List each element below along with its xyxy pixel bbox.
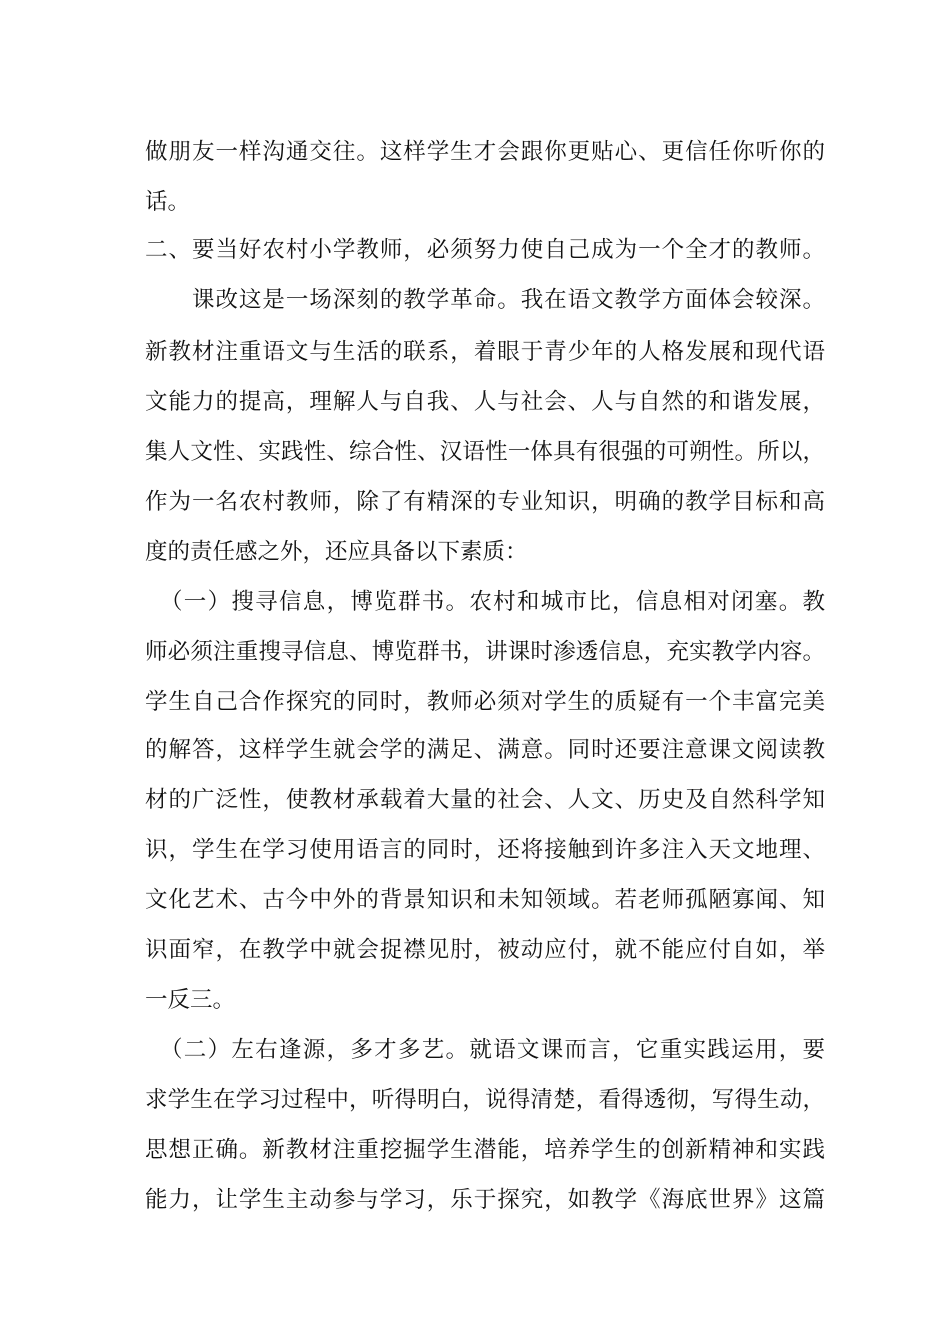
text-line: 师必须注重搜寻信息、博览群书，讲课时渗透信息，充实教学内容。 — [145, 639, 825, 665]
text-line: 新教材注重语文与生活的联系，着眼于青少年的人格发展和现代语 — [145, 339, 825, 365]
text-line: 识，学生在学习使用语言的同时，还将接触到许多注入天文地理、 — [145, 837, 825, 863]
text-line: 做朋友一样沟通交往。这样学生才会跟你更贴心、更信任你听你的 — [145, 139, 825, 165]
text-line: 思想正确。新教材注重挖掘学生潜能，培养学生的创新精神和实践 — [145, 1137, 825, 1163]
text-line: 求学生在学习过程中，听得明白，说得清楚，看得透彻，写得生动， — [145, 1087, 825, 1113]
text-line: 材的广泛性，使教材承载着大量的社会、人文、历史及自然科学知 — [145, 787, 825, 813]
text-line: 集人文性、实践性、综合性、汉语性一体具有很强的可朔性。所以， — [145, 439, 825, 465]
text-line: 文化艺术、古今中外的背景知识和未知领域。若老师孤陋寡闻、知 — [145, 887, 825, 913]
text-line: 的解答，这样学生就会学的满足、满意。同时还要注意课文阅读教 — [145, 737, 825, 763]
text-line: 文能力的提高，理解人与自我、人与社会、人与自然的和谐发展， — [145, 389, 825, 415]
text-line: 度的责任感之外，还应具备以下素质： — [145, 539, 528, 565]
subsection-heading: （二）左右逢源，多才多艺。就语文课而言，它重实践运用，要 — [160, 1037, 825, 1063]
text-line: 学生自己合作探究的同时，教师必须对学生的质疑有一个丰富完美 — [145, 689, 825, 715]
section-heading: 二、要当好农村小学教师，必须努力使自己成为一个全才的教师。 — [145, 237, 825, 263]
text-line: 一反三。 — [145, 987, 236, 1013]
text-line: 话。 — [145, 189, 191, 215]
text-line: 能力，让学生主动参与学习，乐于探究，如教学《海底世界》这篇 — [145, 1187, 825, 1213]
text-line: 课改这是一场深刻的教学革命。我在语文教学方面体会较深。 — [145, 287, 825, 313]
text-line: 作为一名农村教师，除了有精深的专业知识，明确的教学目标和高 — [145, 489, 825, 515]
text-line: 识面窄，在教学中就会捉襟见肘，被动应付，就不能应付自如，举 — [145, 937, 825, 963]
subsection-heading: （一）搜寻信息，博览群书。农村和城市比，信息相对闭塞。教 — [160, 589, 825, 615]
